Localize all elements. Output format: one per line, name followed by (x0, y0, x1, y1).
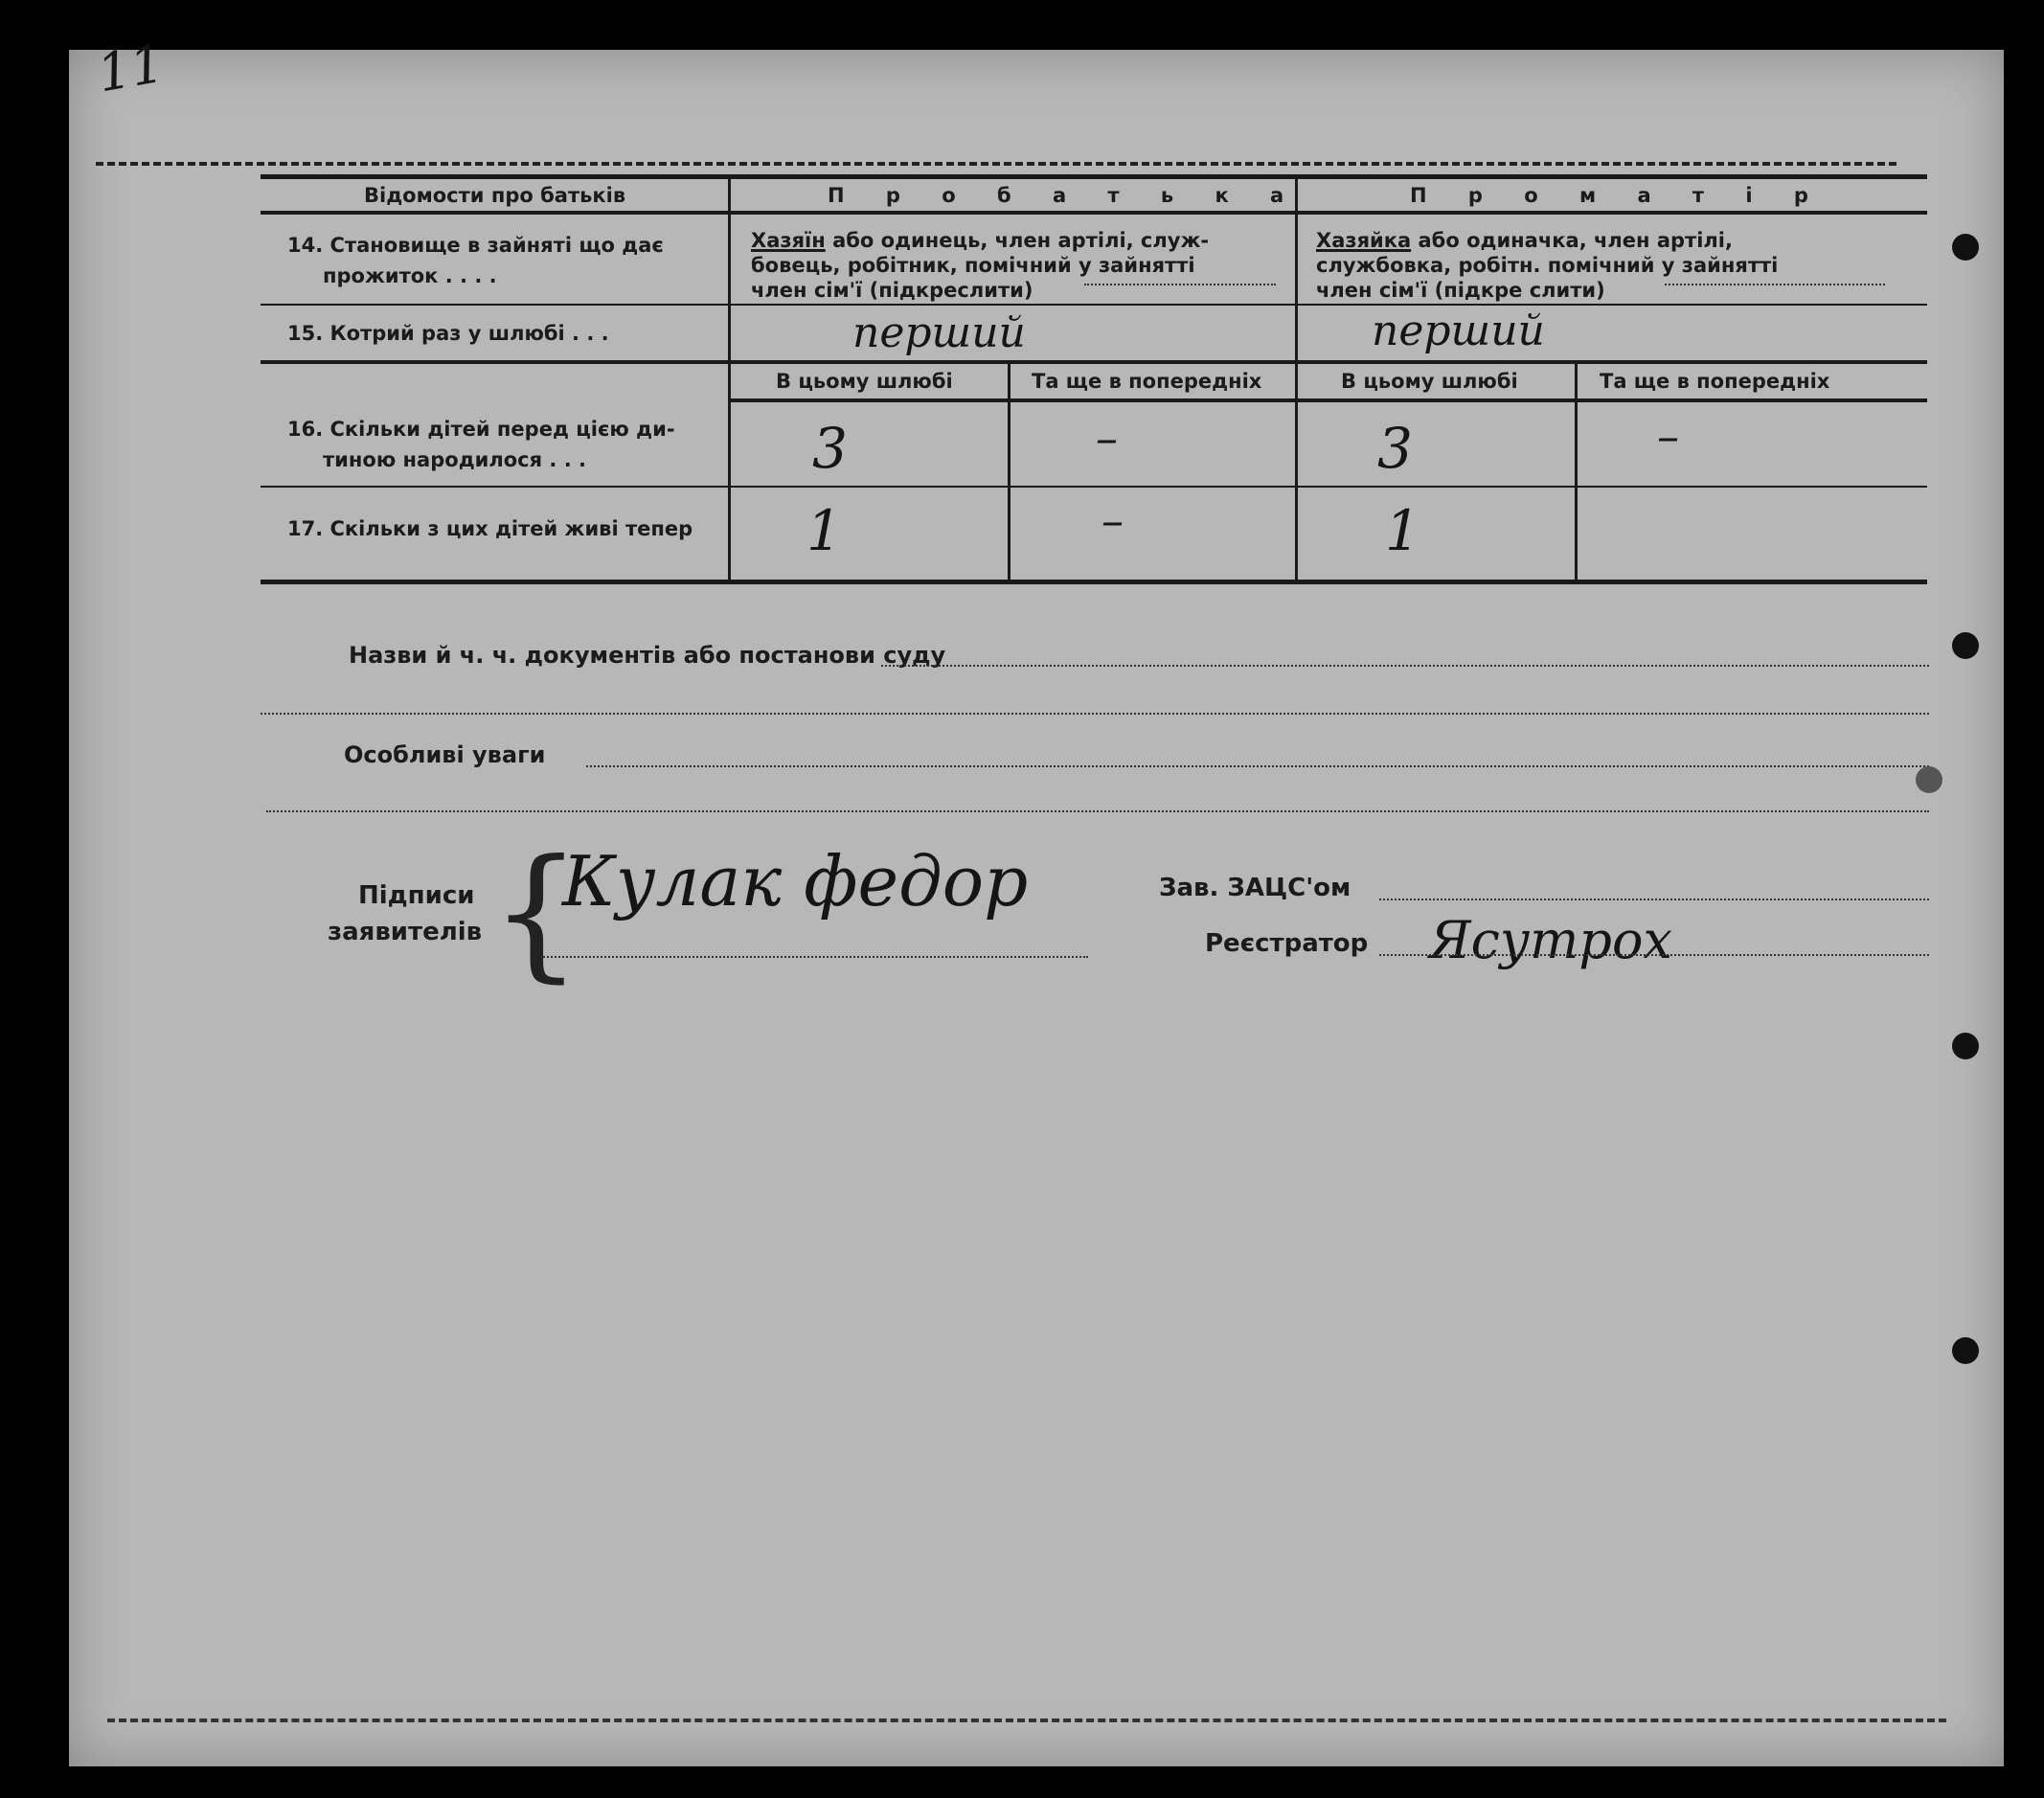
binding-hole (1952, 1033, 1979, 1059)
row16-bottom-rule (261, 486, 1927, 488)
row16-father-this: 3 (812, 416, 848, 481)
remarks-fill-2 (266, 810, 1929, 812)
table-bottom-rule (261, 580, 1927, 584)
binding-hole (1952, 234, 1979, 261)
row17-mother-this: 1 (1385, 498, 1420, 563)
head-label: Зав. ЗАЦС'ом (1159, 874, 1351, 902)
row15-label: 15. Котрий раз у шлюбі . . . (287, 322, 609, 345)
row14-mother-options: Хазяйка або одиначка, член артілі, службовка, робітн. помічний у зайнятті член сім'ї (підкре слити) (1316, 229, 1779, 302)
header-bottom-rule (261, 211, 1927, 215)
row14-label-line2: прожиток . . . . (323, 264, 497, 287)
col-divider-1 (728, 174, 731, 584)
documents-fill-2 (261, 713, 1929, 715)
signatures-label-line1: Підписи (358, 881, 475, 910)
documents-label: Назви й ч. ч. документів або постанови суду (349, 642, 946, 669)
subheader-mother-prev: Та ще в попередніх (1600, 370, 1830, 393)
perforation-bottom (107, 1718, 1946, 1722)
remarks-fill-1 (586, 765, 1929, 767)
subheader-father-prev: Та ще в попередніх (1032, 370, 1262, 393)
row14-bottom-rule (261, 304, 1927, 306)
col-divider-2 (1295, 174, 1298, 584)
registrar-signature-line (1379, 954, 1929, 956)
row15-father-value: перший (852, 308, 1026, 357)
subheader-father-this: В цьому шлюбі (776, 370, 953, 393)
col-divider-father-sub (1008, 362, 1011, 584)
remarks-label: Особливі уваги (344, 741, 546, 768)
row17-father-this: 1 (806, 498, 842, 563)
row14-mother-fill (1665, 284, 1885, 285)
row14-father-fill (1084, 284, 1276, 285)
subheader-mother-this: В цьому шлюбі (1341, 370, 1518, 393)
perforation-top (96, 162, 1896, 166)
signatures-brace: { (490, 830, 582, 996)
registrar-label: Реєстратор (1205, 929, 1369, 958)
applicant-signature: Кулак федор (562, 841, 1029, 922)
row16-mother-prev: – (1657, 410, 1679, 462)
corner-mark: 11 (93, 33, 169, 104)
applicant-signature-line (540, 956, 1088, 958)
signatures-label-line2: заявителів (328, 918, 483, 946)
row14-father-options: Хазяїн або одинець, член артілі, служ- бовець, робітник, помічний у зайнятті член сім'ї (підкреслити) (751, 229, 1210, 302)
row16-father-prev: – (1096, 412, 1118, 464)
header-col2: П р о б а т ь к а (828, 184, 1302, 207)
mother-selected-option: Хазяйка (1316, 229, 1412, 252)
col-divider-mother-sub (1575, 362, 1578, 584)
father-selected-option: Хазяїн (751, 229, 826, 252)
subheader-bottom-rule (728, 398, 1927, 402)
head-signature-line (1379, 899, 1929, 900)
row16-label-line1: 16. Скільки дітей перед цією ди- (287, 418, 675, 441)
binding-hole (1916, 766, 1942, 793)
header-col1: Відомости про батьків (364, 184, 626, 207)
row17-label: 17. Скільки з цих дітей живі тепер (287, 517, 693, 540)
binding-hole (1952, 632, 1979, 659)
row16-mother-this: 3 (1377, 416, 1413, 481)
table-top-rule (261, 174, 1927, 179)
binding-hole (1952, 1337, 1979, 1364)
row15-mother-value: перший (1372, 307, 1545, 355)
row16-label-line2: тиною народилося . . . (323, 448, 586, 471)
row14-label-line1: 14. Становище в зайняті що дає (287, 234, 664, 257)
row15-bottom-rule (261, 360, 1927, 364)
row17-father-prev: – (1101, 494, 1124, 546)
form-page (69, 33, 2004, 1766)
header-col3: П р о м а т і р (1410, 184, 1826, 207)
registrar-signature: Ясутрох (1429, 910, 1672, 970)
documents-fill-1 (881, 665, 1929, 667)
